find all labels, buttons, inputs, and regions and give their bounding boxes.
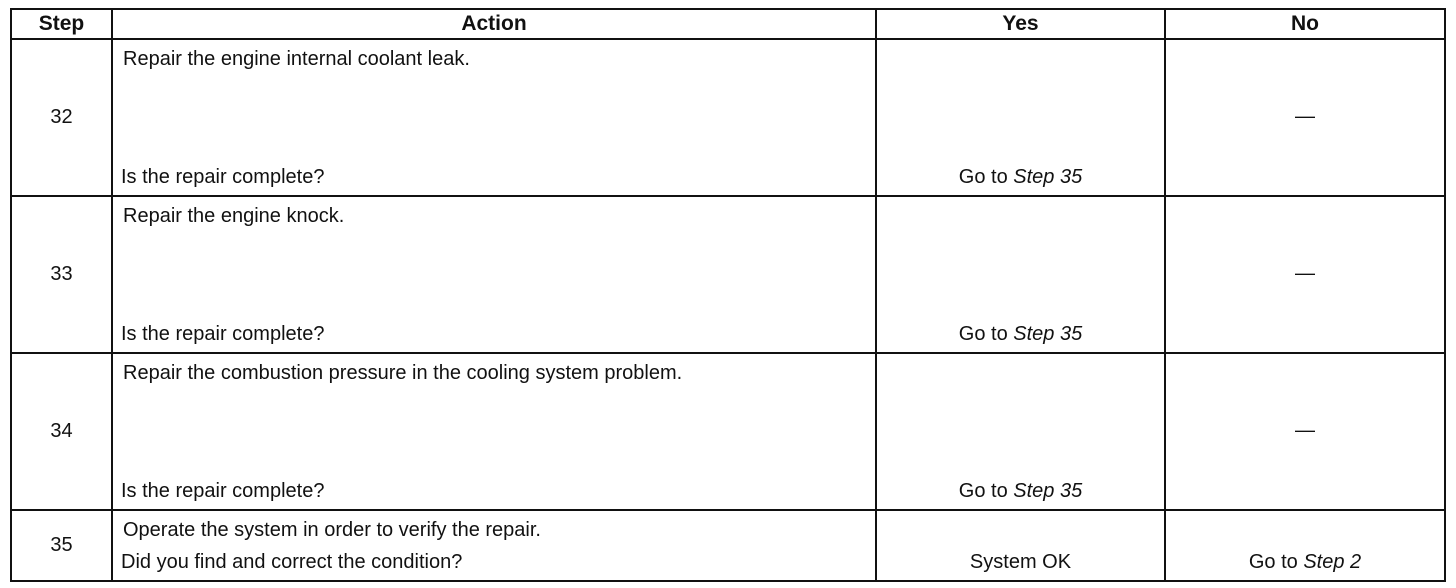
header-yes: Yes — [876, 9, 1165, 39]
table-row — [11, 39, 1445, 196]
action-cell — [112, 510, 876, 581]
yes-result — [877, 480, 1164, 503]
action-instruction: Repair the combustion pressure in the cooling system problem. — [123, 362, 683, 385]
action-question: Did you find and correct the condition? — [121, 551, 463, 573]
action-cell — [112, 39, 876, 196]
action-instruction: Repair the engine knock. — [123, 205, 345, 228]
no-result — [1166, 551, 1444, 574]
yes-result — [877, 166, 1164, 189]
yes-cell — [876, 39, 1165, 196]
no-cell — [1165, 510, 1445, 581]
action-instruction: Operate the system in order to verify the repair. — [123, 519, 541, 542]
no-prefix: Go to — [1248, 551, 1304, 573]
no-step-reference: Step 2 — [1303, 551, 1362, 573]
header-step: Step — [11, 9, 112, 39]
no-result-dash: — — [1295, 104, 1315, 127]
no-result-dash: — — [1295, 418, 1315, 441]
step-number: 32 — [11, 39, 112, 196]
yes-step-reference: Step 35 — [1013, 480, 1083, 503]
table-row — [11, 510, 1445, 581]
no-cell — [1165, 196, 1445, 353]
no-result-dash: — — [1295, 261, 1315, 284]
yes-result: System OK — [969, 551, 1072, 573]
header-action: Action — [112, 9, 876, 39]
step-number: 33 — [11, 196, 112, 353]
action-cell — [112, 353, 876, 510]
action-question: Is the repair complete? — [121, 480, 325, 503]
header-no: No — [1165, 9, 1445, 39]
yes-step-reference: Step 35 — [1013, 166, 1083, 189]
action-cell — [112, 196, 876, 353]
yes-cell — [876, 510, 1165, 581]
action-instruction: Repair the engine internal coolant leak. — [123, 48, 470, 70]
yes-cell — [876, 196, 1165, 353]
no-cell — [1165, 353, 1445, 510]
yes-prefix: Go to — [958, 166, 1014, 189]
no-cell — [1165, 39, 1445, 196]
step-number: 35 — [11, 510, 112, 581]
step-number: 34 — [11, 353, 112, 510]
diagnostic-table — [10, 8, 1446, 582]
action-question: Is the repair complete? — [121, 166, 325, 189]
yes-result — [877, 323, 1164, 346]
header-row — [11, 9, 1445, 39]
yes-prefix: Go to — [958, 480, 1014, 503]
action-question: Is the repair complete? — [121, 323, 325, 346]
table-row — [11, 353, 1445, 510]
table-row — [11, 196, 1445, 353]
yes-prefix: Go to — [958, 323, 1014, 346]
yes-step-reference: Step 35 — [1013, 323, 1083, 346]
yes-cell — [876, 353, 1165, 510]
